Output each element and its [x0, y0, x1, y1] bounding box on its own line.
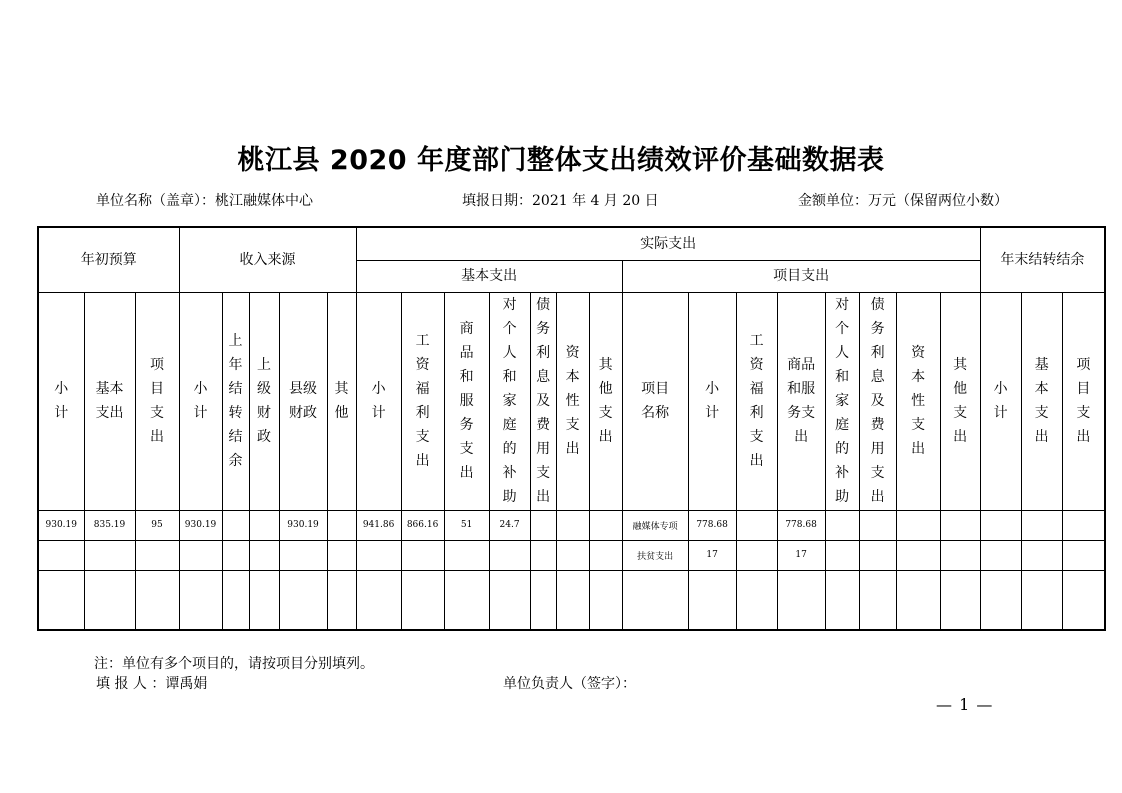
table-cell — [1021, 540, 1062, 570]
table-cell — [530, 570, 556, 630]
table-row — [38, 570, 1105, 630]
table-cell: 941.86 — [356, 510, 401, 540]
table-cell — [327, 570, 356, 630]
header-wages: 工 资 福 利 支 出 — [401, 292, 444, 510]
header-project-name: 项目 名称 — [622, 292, 688, 510]
header-higher-finance: 上 级 财 政 — [249, 292, 279, 510]
table-cell — [179, 540, 222, 570]
table-cell — [589, 570, 622, 630]
table-cell — [84, 570, 135, 630]
table-cell — [401, 570, 444, 630]
table-cell: 24.7 — [489, 510, 530, 540]
header-budget-project: 项 目 支 出 — [135, 292, 179, 510]
table-cell — [356, 570, 401, 630]
table-row — [38, 540, 1105, 570]
header-income-other: 其 他 — [327, 292, 356, 510]
table-cell: 778.68 — [688, 510, 736, 540]
header-end-subtotal: 小 计 — [980, 292, 1021, 510]
table-cell: 17 — [688, 540, 736, 570]
table-cell: 95 — [135, 510, 179, 540]
header-project-capital: 资 本 性 支 出 — [896, 292, 940, 510]
table-cell: 835.19 — [84, 510, 135, 540]
table-cell — [249, 570, 279, 630]
table-cell — [249, 510, 279, 540]
table-cell — [444, 540, 489, 570]
table-cell — [489, 540, 530, 570]
header-budget-basic: 基本 支出 — [84, 292, 135, 510]
table-cell — [980, 510, 1021, 540]
table-cell: 866.16 — [401, 510, 444, 540]
header-basic-expense: 基本支出 — [356, 260, 622, 292]
table-cell — [327, 510, 356, 540]
table-cell — [896, 540, 940, 570]
table-cell: 930.19 — [179, 510, 222, 540]
page-title: 桃江县 2020 年度部门整体支出绩效评价基础数据表 — [237, 145, 885, 176]
header-basic-subtotal: 小 计 — [356, 292, 401, 510]
table-cell — [1062, 540, 1105, 570]
header-goods-services: 商 品 和 服 务 支 出 — [444, 292, 489, 510]
table-cell — [222, 540, 249, 570]
header-project-debt-interest: 债 务 利 息 及 费 用 支 出 — [859, 292, 896, 510]
table-cell — [896, 570, 940, 630]
table-cell — [222, 570, 249, 630]
amount-unit: 金额单位：万元（保留两位小数） — [798, 193, 1008, 209]
table-cell — [279, 540, 327, 570]
table-cell — [1021, 510, 1062, 540]
table-cell — [859, 540, 896, 570]
table-cell — [859, 510, 896, 540]
table-cell — [825, 570, 859, 630]
table-cell — [1021, 570, 1062, 630]
table-cell: 51 — [444, 510, 489, 540]
table-cell — [980, 540, 1021, 570]
table-cell: 融媒体专项 — [622, 510, 688, 540]
header-capital: 资 本 性 支 出 — [556, 292, 589, 510]
table-cell: 扶贫支出 — [622, 540, 688, 570]
filler-field: 填 报 人 ：谭禹娟 — [96, 676, 208, 692]
table-cell — [825, 510, 859, 540]
table-cell — [980, 570, 1021, 630]
table-row — [38, 510, 1105, 540]
header-budget-subtotal: 小 计 — [38, 292, 84, 510]
table-cell — [622, 570, 688, 630]
header-project-goods-services: 商品 和服 务支 出 — [777, 292, 825, 510]
table-cell — [179, 570, 222, 630]
table-cell — [896, 510, 940, 540]
fill-date: 填报日期：2021 年 4 月 20 日 — [462, 193, 659, 209]
table-cell — [327, 540, 356, 570]
table-cell — [589, 540, 622, 570]
table-cell — [356, 540, 401, 570]
header-end-project: 项 目 支 出 — [1062, 292, 1105, 510]
header-income-source: 收入来源 — [179, 227, 356, 292]
table-cell — [556, 510, 589, 540]
header-initial-budget: 年初预算 — [38, 227, 179, 292]
header-debt-interest: 债 务 利 息 及 费 用 支 出 — [530, 292, 556, 510]
table-cell — [249, 540, 279, 570]
header-income-subtotal: 小 计 — [179, 292, 222, 510]
table-cell: 930.19 — [38, 510, 84, 540]
table-cell — [84, 540, 135, 570]
table-cell — [279, 570, 327, 630]
table-cell — [38, 570, 84, 630]
header-prior-year: 上 年 结 转 结 余 — [222, 292, 249, 510]
table-cell — [589, 510, 622, 540]
table-cell — [38, 540, 84, 570]
table-cell — [1062, 570, 1105, 630]
performance-data-table — [37, 226, 1106, 631]
table-cell — [222, 510, 249, 540]
header-project-subsidies: 对 个 人 和 家 庭 的 补 助 — [825, 292, 859, 510]
header-other-expense: 其 他 支 出 — [589, 292, 622, 510]
header-project-wages: 工 资 福 利 支 出 — [736, 292, 777, 510]
header-project-other: 其 他 支 出 — [940, 292, 980, 510]
table-cell — [135, 570, 179, 630]
table-cell — [530, 510, 556, 540]
header-end-basic: 基 本 支 出 — [1021, 292, 1062, 510]
header-actual-expense: 实际支出 — [356, 227, 980, 260]
unit-name: 单位名称（盖章）：桃江融媒体中心 — [96, 193, 313, 209]
table-cell — [825, 540, 859, 570]
table-cell — [777, 570, 825, 630]
table-cell — [401, 540, 444, 570]
footnote: 注：单位有多个项目的，请按项目分别填列。 — [94, 656, 374, 672]
table-cell — [1062, 510, 1105, 540]
header-subsidies: 对 个 人 和 家 庭 的 补 助 — [489, 292, 530, 510]
table-cell — [688, 570, 736, 630]
table-cell — [444, 570, 489, 630]
table-cell: 17 — [777, 540, 825, 570]
table-cell: 930.19 — [279, 510, 327, 540]
header-project-subtotal: 小 计 — [688, 292, 736, 510]
table-cell — [736, 540, 777, 570]
table-cell — [940, 540, 980, 570]
page-number: — 1 — — [936, 695, 994, 714]
leader-signature-field: 单位负责人（签字）： — [503, 676, 636, 692]
table-cell — [940, 510, 980, 540]
table-cell: 778.68 — [777, 510, 825, 540]
table-cell — [556, 570, 589, 630]
table-cell — [489, 570, 530, 630]
header-project-expense: 项目支出 — [622, 260, 980, 292]
header-county-finance: 县级 财政 — [279, 292, 327, 510]
table-cell — [736, 570, 777, 630]
header-year-end-balance: 年末结转结余 — [980, 227, 1105, 292]
table-cell — [530, 540, 556, 570]
table-cell — [556, 540, 589, 570]
table-cell — [859, 570, 896, 630]
table-cell — [135, 540, 179, 570]
table-cell — [940, 570, 980, 630]
table-cell — [736, 510, 777, 540]
